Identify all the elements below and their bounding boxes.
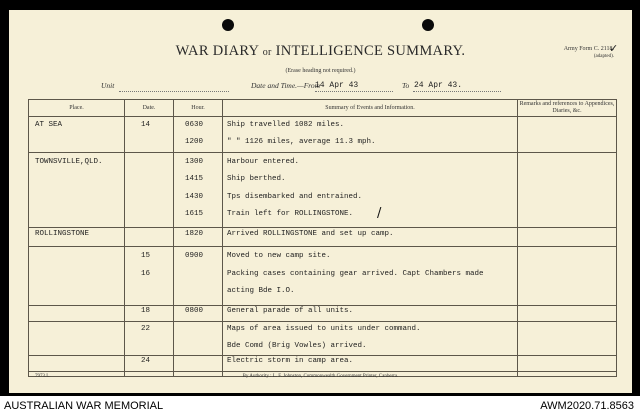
cell-summary: Maps of area issued to units under command. <box>227 325 421 333</box>
cell-hour: 0800 <box>185 307 204 315</box>
title-part1: WAR DIARY <box>175 43 259 59</box>
cell-summary: Electric storm in camp area. <box>227 357 354 365</box>
cell-summary: acting Bde I.O. <box>227 287 295 295</box>
col-divider <box>222 100 223 376</box>
punch-hole <box>422 19 434 31</box>
header-remarks: Remarks and references to Appendices, Diaries, &c. <box>519 101 615 114</box>
cell-summary: " " 1126 miles, average 11.3 mph. <box>227 138 376 146</box>
cell-place: TOWNSVILLE,QLD. <box>35 158 103 166</box>
date-time-label: Date and Time.—From <box>251 81 321 90</box>
title-part2: INTELLIGENCE SUMMARY. <box>275 43 466 59</box>
header-summary: Summary of Events and Information. <box>325 105 415 111</box>
row-divider <box>29 321 616 322</box>
col-divider <box>173 100 174 376</box>
cell-summary: General parade of all units. <box>227 307 354 315</box>
col-divider <box>517 100 518 376</box>
cell-date: 15 <box>141 252 151 260</box>
cell-hour: 1430 <box>185 193 204 201</box>
date-from: 14 Apr 43 <box>315 81 359 90</box>
cell-place: ROLLINGSTONE <box>35 230 90 238</box>
cell-date: 16 <box>141 270 151 278</box>
header-divider <box>29 116 616 117</box>
header-date: Date. <box>142 105 156 111</box>
cell-hour: 1300 <box>185 158 204 166</box>
caption-right: AWM2020.71.8563 <box>540 400 634 412</box>
cell-place: AT SEA <box>35 121 63 129</box>
cell-date: 24 <box>141 357 151 365</box>
diary-table <box>28 99 617 377</box>
diary-page <box>9 10 632 393</box>
col-divider <box>124 100 125 376</box>
row-divider <box>29 371 616 372</box>
footer-code: 7973.L. <box>35 374 51 379</box>
unit-line <box>119 91 229 92</box>
cell-hour: 0630 <box>185 121 204 129</box>
punch-hole <box>222 19 234 31</box>
cell-date: 22 <box>141 325 151 333</box>
cell-hour: 1200 <box>185 138 204 146</box>
footer-authority: By Authority : L. F. Johnston, Commonwealth Government Printer, Canberra. <box>242 374 399 379</box>
cell-hour: 1820 <box>185 230 204 238</box>
cell-summary: Tps disembarked and entrained. <box>227 193 363 201</box>
subtitle: (Erase heading not required.) <box>285 68 356 74</box>
cell-summary: Bde Comd (Brig Vowles) arrived. <box>227 342 367 350</box>
cell-date: 18 <box>141 307 151 315</box>
form-adapted: (adapted). <box>593 54 614 59</box>
page-title <box>9 43 632 60</box>
caption-left: AUSTRALIAN WAR MEMORIAL <box>4 400 164 412</box>
caption-bar <box>0 396 640 420</box>
cell-hour: 0900 <box>185 252 204 260</box>
cell-hour: 1615 <box>185 210 204 218</box>
header-hour: Hour. <box>191 105 205 111</box>
cell-summary: Harbour entered. <box>227 158 300 166</box>
pen-mark: / <box>377 206 382 221</box>
row-divider <box>29 246 616 247</box>
date-from-line <box>315 91 393 92</box>
form-no: Army Form C. 2118. <box>563 46 614 52</box>
cell-summary: Arrived ROLLINGSTONE and set up camp. <box>227 230 394 238</box>
header-place: Place. <box>69 105 84 111</box>
pen-tick-icon: ✓ <box>609 43 619 55</box>
form-number <box>564 45 614 61</box>
date-to: 24 Apr 43. <box>414 81 463 90</box>
cell-summary: Ship travelled 1082 miles. <box>227 121 345 129</box>
date-to-line <box>413 91 501 92</box>
title-or: or <box>262 47 272 58</box>
cell-date: 14 <box>141 121 151 129</box>
row-divider <box>29 152 616 153</box>
cell-summary: Ship berthed. <box>227 175 286 183</box>
cell-hour: 1415 <box>185 175 204 183</box>
cell-summary: Train left for ROLLINGSTONE. <box>227 210 354 218</box>
unit-label: Unit <box>101 81 115 90</box>
to-label: To <box>402 81 410 90</box>
row-divider <box>29 355 616 356</box>
row-divider <box>29 305 616 306</box>
cell-summary: Moved to new camp site. <box>227 252 331 260</box>
row-divider <box>29 227 616 228</box>
cell-summary: Packing cases containing gear arrived. Capt Chambers made <box>227 270 484 278</box>
